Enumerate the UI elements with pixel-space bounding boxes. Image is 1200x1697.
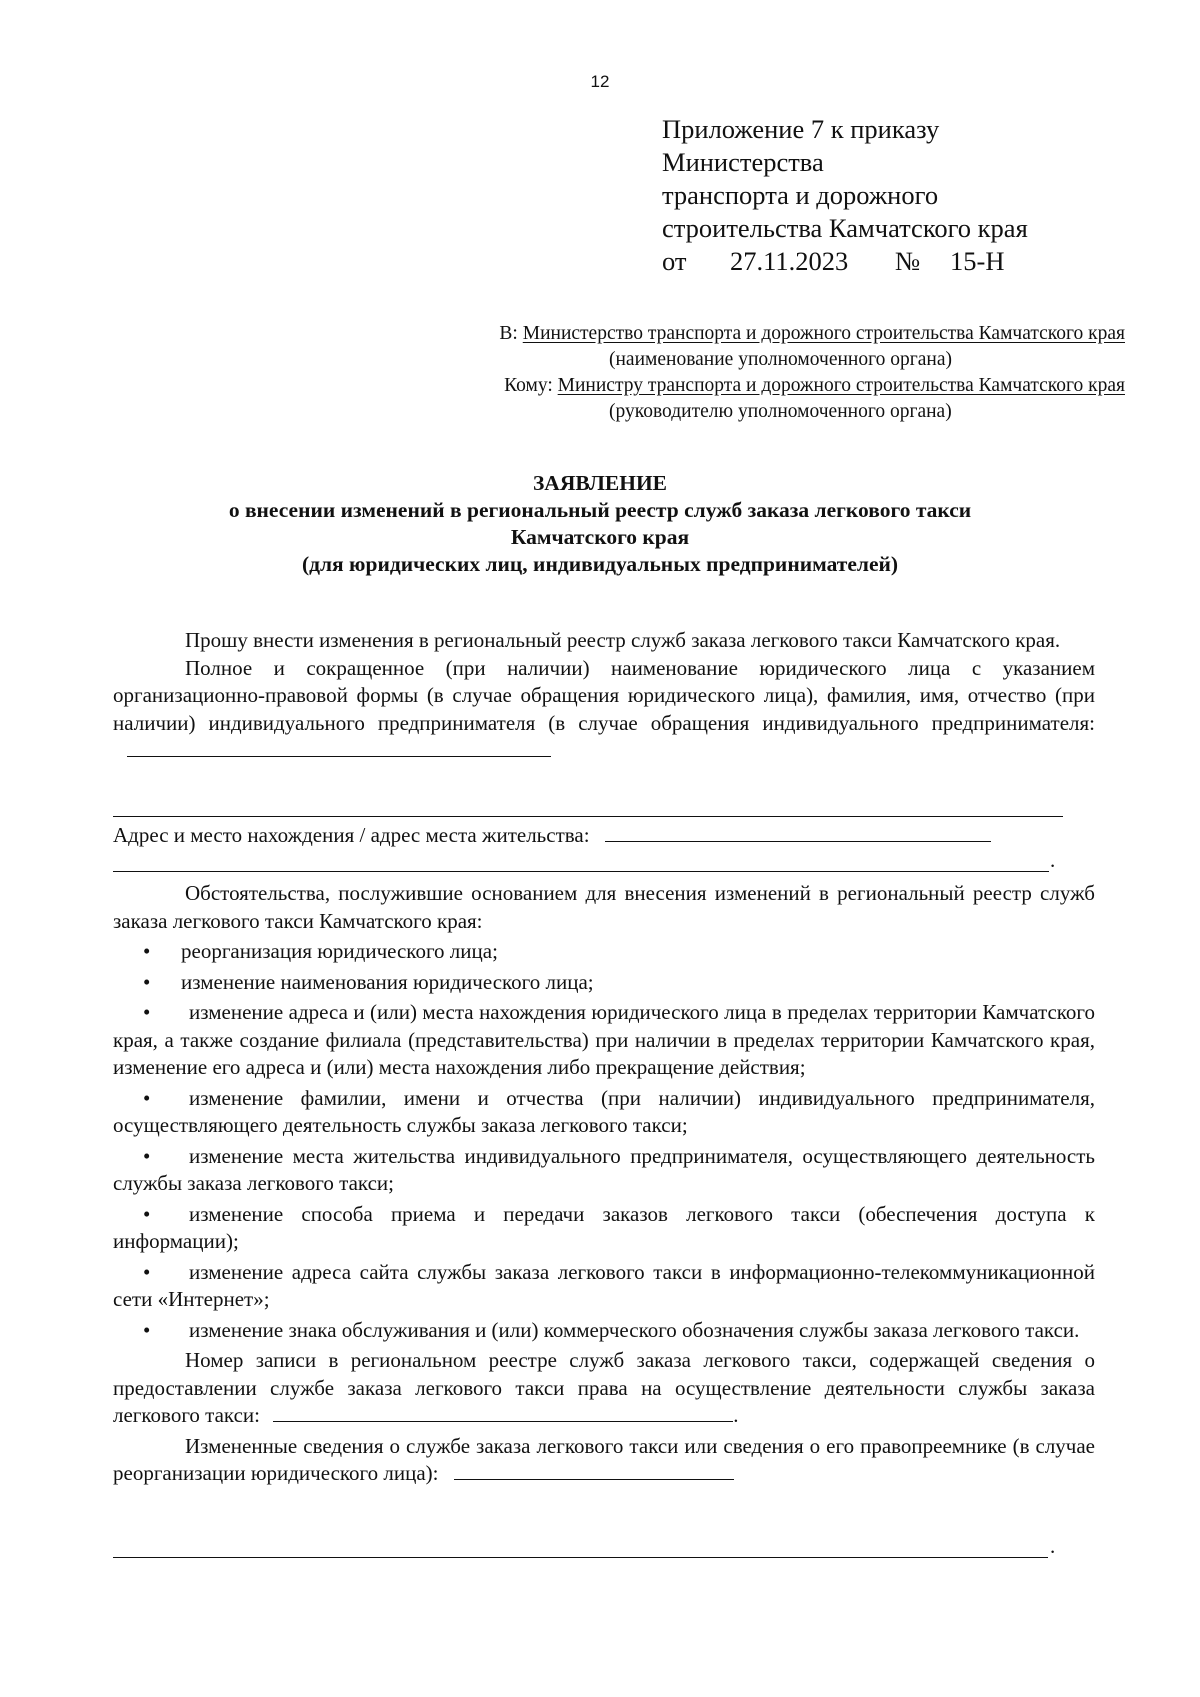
request-paragraph: Прошу внести изменения в региональный реестр служб заказа легкового такси Камчатского края. (185, 628, 1061, 652)
bullet-dot: • (143, 1259, 151, 1284)
appendix-line: Министерства (662, 147, 824, 177)
changed-prompt (113, 1433, 1095, 1488)
bullet-dot: • (143, 1317, 151, 1342)
appendix-line: строительства Камчатского края (662, 213, 1028, 243)
bullet-dot: • (143, 1085, 151, 1110)
to-label: В: (499, 323, 518, 344)
to-value: Министерство транспорта и дорожного строительства Камчатского края (522, 323, 1125, 344)
address-blank-line[interactable] (113, 871, 1049, 872)
record-prompt: Номер записи в региональном реестре служб заказа легкового такси, содержащей сведения о предоставлении службе заказа легкового такси права на осуществление деятельности службы заказа легкового такси: . (113, 1348, 1095, 1427)
changed-prompt-text: Измененные сведения о службе заказа легкового такси или сведения о его правопреемнике (в случае реорганизации юридического лица): (113, 1433, 1095, 1485)
address-blank[interactable] (605, 840, 991, 842)
appendix-line: Приложение 7 к приказу (662, 114, 940, 144)
order-number: 15-Н (950, 246, 1005, 276)
record-prompt-text: Номер записи в региональном реестре служб заказа легкового такси, содержащей сведения о предоставлении службе заказа легкового такси права на осуществление деятельности службы заказа легкового такси: (113, 1348, 1095, 1427)
page-number: 12 (590, 72, 610, 91)
bullet-dot: • (143, 1143, 151, 1168)
bullet-item: • изменение наименования юридического лица; (113, 969, 1095, 997)
number-sign: № (895, 246, 921, 276)
title-line: (для юридических лиц, индивидуальных предпринимателей) (301, 552, 899, 576)
addressee-to (110, 322, 1125, 346)
addressee-whom (110, 374, 1125, 398)
whom-caption: (руководителю уполномоченного органа) (609, 401, 952, 422)
order-date: 27.11.2023 (730, 246, 849, 276)
whom-label: Кому: (504, 375, 553, 396)
bullet-dot: • (143, 1201, 151, 1226)
circumstances-paragraph: Обстоятельства, послужившие основанием для внесения изменений в региональный реестр служб заказа легкового такси Камчатского края: (113, 881, 1095, 933)
circumstances-section (113, 880, 1095, 1488)
whom-value: Министру транспорта и дорожного строительства Камчатского края (557, 375, 1125, 396)
name-prompt-text: Полное и сокращенное (при наличии) наименование юридического лица с указанием организационно-правовой формы (в случае обращения юридического лица), фамилия, имя, отчество (при наличии) индивидуального предпринимателя (в случае обращения индивидуального предпринимателя: (113, 655, 1095, 735)
address-prompt (113, 822, 1095, 850)
name-blank[interactable] (127, 755, 551, 757)
changed-blank-line[interactable] (113, 1557, 1048, 1558)
title-line: о внесении изменений в региональный реестр служб заказа легкового такси (228, 498, 972, 522)
appendix-line: транспорта и дорожного (662, 180, 939, 210)
bullet-item: • реорганизация юридического лица; (113, 938, 1095, 966)
bullet-item: • изменение адреса и (или) места нахождения юридического лица в пределах территории Камчатского края, а также создание филиала (представительства) при наличии в пределах территории Камчатского края, изменение его адреса и (или) места нахождения либо прекращение действия; (113, 1000, 1095, 1079)
bullet-item: • изменение способа приема и передачи заказов легкового такси (обеспечения доступа к информации); (113, 1201, 1095, 1253)
bullet-item: • изменение места жительства индивидуального предпринимателя, осуществляющего деятельность службы заказа легкового такси; (113, 1143, 1095, 1195)
title-line: ЗАЯВЛЕНИЕ (532, 471, 668, 495)
from-label: от (662, 246, 687, 276)
bullet-item: • изменение адреса сайта службы заказа легкового такси в информационно-телекоммуникационной сети «Интернет»; (113, 1259, 1095, 1311)
record-blank[interactable] (273, 1420, 733, 1422)
changed-blank[interactable] (454, 1478, 734, 1480)
document-body (113, 627, 1095, 765)
bullet-item: • изменение знака обслуживания и (или) коммерческого обозначения службы заказа легкового такси. (113, 1317, 1095, 1345)
to-caption: (наименование уполномоченного органа) (609, 349, 952, 370)
bullet-dot: • (143, 939, 151, 963)
order-date-number (662, 245, 1028, 278)
bullet-item: • изменение фамилии, имени и отчества (при наличии) индивидуального предпринимателя, осуществляющего деятельность службы заказа легкового такси; (113, 1085, 1095, 1137)
name-prompt (113, 655, 1095, 765)
address-prompt-text: Адрес и место нахождения / адрес места жительства: (113, 823, 590, 847)
bullet-dot: • (143, 1000, 151, 1024)
appendix-header (662, 113, 1028, 278)
document-title (100, 470, 1100, 578)
name-blank-line[interactable] (113, 816, 1063, 817)
address-period: . (1050, 848, 1056, 872)
address-section (113, 822, 1095, 850)
title-line: Камчатского края (510, 525, 690, 549)
bullet-dot: • (143, 969, 151, 994)
changed-period: . (1050, 1534, 1056, 1558)
